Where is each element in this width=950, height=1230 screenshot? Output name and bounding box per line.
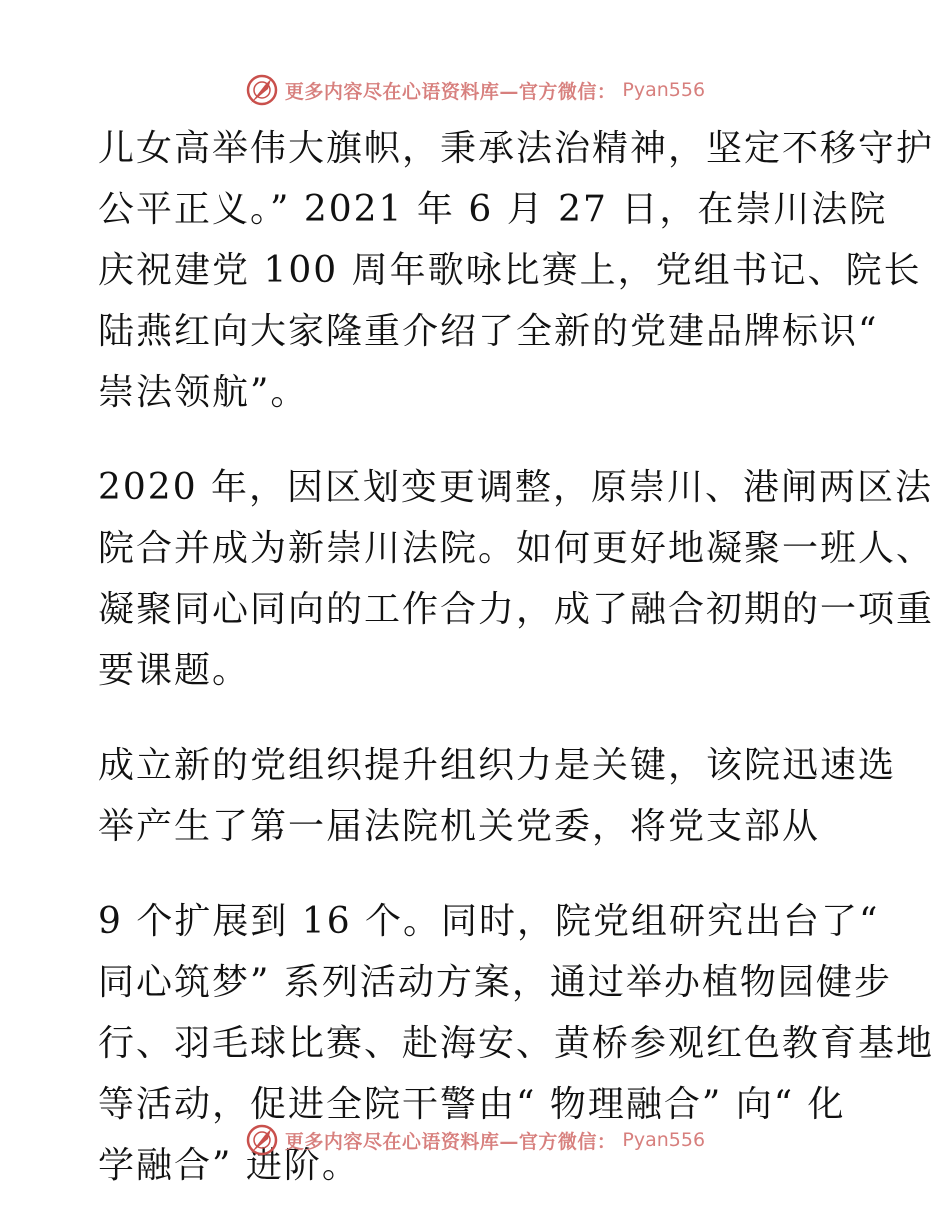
text-line: 院合并成为新崇川法院。如何更好地凝聚一班人、: [98, 528, 935, 569]
watermark-contact: Pyan556: [622, 79, 706, 101]
quill-seal-icon: [245, 73, 279, 107]
text-line: 公平正义。” 2021 年 6 月 27 日，在崇川法院: [98, 189, 888, 230]
text-line: 要课题。: [98, 650, 251, 691]
text-line: 等活动，促进全院干警由“ 物理融合” 向“ 化: [98, 1084, 846, 1125]
text-line: 凝聚同心同向的工作合力，成了融合初期的一项重: [98, 589, 935, 630]
watermark-header: [0, 70, 950, 110]
text-line: 成立新的党组织提升组织力是关键，该院迅速选: [98, 745, 897, 786]
watermark-footer: [0, 1120, 950, 1160]
text-line: 同心筑梦” 系列活动方案，通过举办植物园健步: [98, 962, 892, 1003]
text-line: 儿女高举伟大旗帜，秉承法治精神，坚定不移守护: [98, 128, 935, 169]
text-line: 行、羽毛球比赛、赴海安、黄桥参观红色教育基地: [98, 1023, 935, 1064]
quill-seal-icon: [245, 1123, 279, 1157]
text-line: 举产生了第一届法院机关党委，将党支部从: [98, 806, 821, 847]
text-line: 崇法领航”。: [98, 372, 309, 413]
paragraph-1: [98, 118, 935, 423]
text-line: 9 个扩展到 16 个。同时，院党组研究出台了“: [98, 901, 880, 942]
paragraph-2: [98, 457, 935, 701]
watermark-text: 更多内容尽在心语资料库—官方微信：: [284, 1130, 617, 1153]
text-line: 2020 年，因区划变更调整，原崇川、港闸两区法: [98, 467, 934, 508]
text-line: 庆祝建党 100 周年歌咏比赛上，党组书记、院长: [98, 250, 922, 291]
paragraph-3: [98, 735, 897, 857]
text-line: 陆燕红向大家隆重介绍了全新的党建品牌标识“: [98, 311, 879, 352]
watermark-text: 更多内容尽在心语资料库—官方微信：: [284, 80, 617, 103]
document-body: [98, 118, 935, 1196]
text-line: 学融合” 进阶。: [98, 1145, 360, 1186]
watermark-contact: Pyan556: [622, 1129, 706, 1151]
